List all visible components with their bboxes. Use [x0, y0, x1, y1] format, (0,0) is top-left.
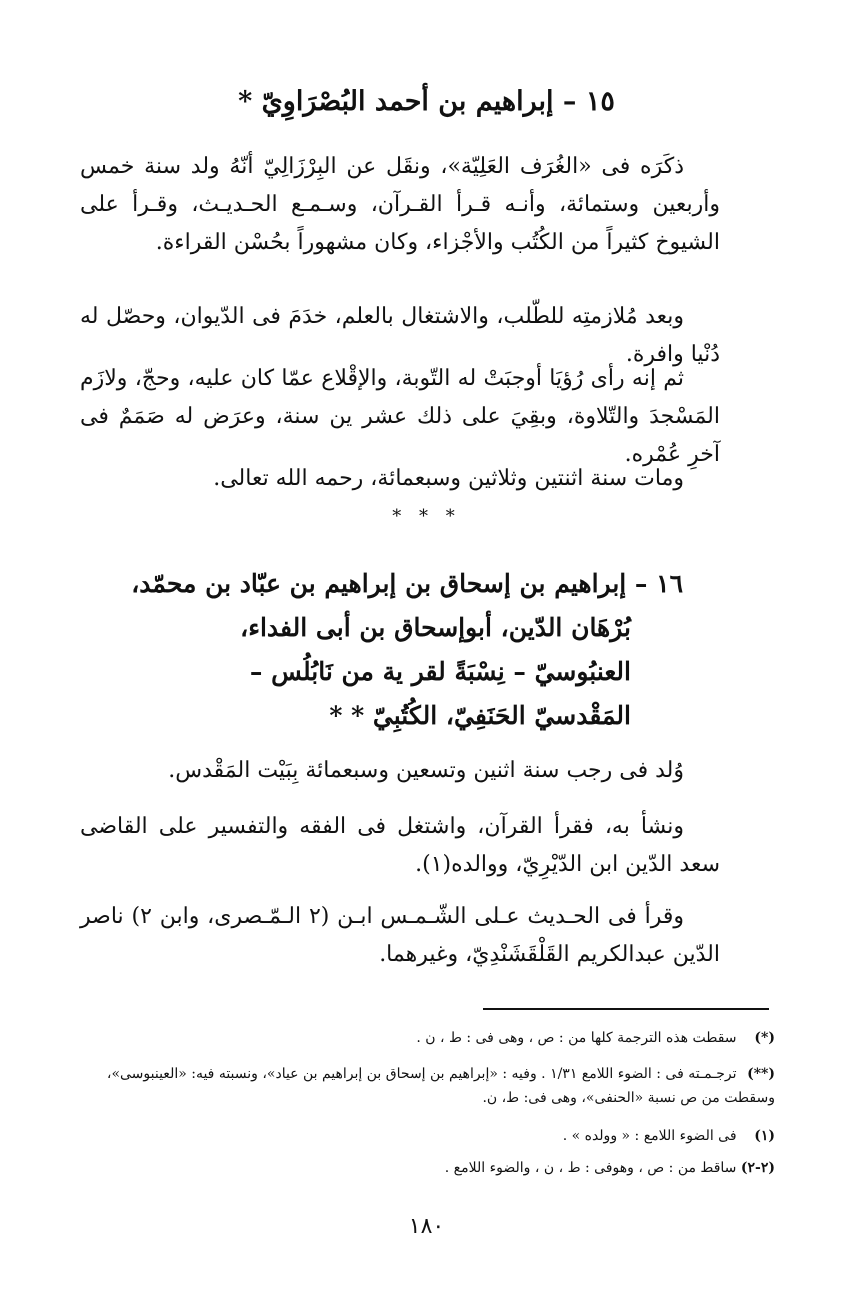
entry-16-paragraph-2: ونشأ به، فقرأ القرآن، واشتغل فى الفقه والتفسير على القاضى سعد الدّين ابن الدّيْرِيّ، ووالده(١). — [80, 814, 720, 877]
entry-16-paragraph-1: وُلد فى رجب سنة اثنين وتسعين وسبعمائة بِبَيْت المَقْدس. — [168, 758, 684, 783]
footnote-mark: (*) — [754, 1030, 775, 1046]
entry-16-paragraph-3: وقرأ فى الحـديث عـلى الشّـمـس ابـن (٢ الـمّـصرى، وابن ٢) ناصر الدّين عبدالكريم القَلْقَشَنْدِيّ، وغيرهما. — [80, 904, 720, 967]
entry-15-paragraph-2: وبعد مُلازمتِه للطّلب، والاشتغال بالعلم، خدَمَ فى الدّيوان، وحصّل له دُنْيا وافرة. — [80, 304, 720, 367]
footnote-1 — [80, 1026, 775, 1050]
footnote-mark: (**) — [747, 1066, 775, 1082]
entry-16-heading-line-4: المَقْدسيّ الحَنَفِيّ، الكُتُبِيّ * * — [329, 701, 631, 730]
entry-16-heading — [123, 562, 683, 738]
footnote-text: ساقط من : ص ، وهوفى : ط ، ن ، والضوء اللامع . — [444, 1160, 737, 1176]
entry-16-heading-line-3: العنبُوسيّ – نِسْبَةً لقر ية من نَابُلُس – — [249, 657, 631, 686]
entry-15-paragraph-1: ذكَرَه فى «الغُرَف العَلِيّة»، ونقَل عن البِرْزَالِيّ أنّهُ ولد سنة خمس وأربعين وستمائة، وأنـه قـرأ القـرآن، وسـمـع الحـديـث، وقـرأ على الشيوخ كثيراً من الكُتُب والأجْزاء، وكان مشهوراً بحُسْن القراءة. — [80, 154, 720, 255]
footnote-mark: (١) — [754, 1128, 775, 1144]
entry-15-paragraph-4: ومات سنة اثنتين وثلاثين وسبعمائة، رحمه الله تعالى. — [213, 466, 684, 491]
entry-16-heading-line-1: ١٦ – إبراهيم بن إسحاق بن إبراهيم بن عبّاد بن محمّد، — [131, 569, 683, 598]
footnote-text: فى الضوء اللامع : « وولده » . — [562, 1128, 737, 1144]
entry-15-paragraph-3: ثم إنه رأى رُؤيَا أوجبَتْ له التّوبة، والإقْلاع عمّا كان عليه، وحجّ، ولازَم المَسْجدَ والتّلاوة، وبقِيَ على ذلك عشر ين سنة، وعرَض له صَمَمٌ فى آخرِ عُمْره. — [80, 366, 720, 467]
entry-16-heading-line-2: بُرْهَان الدّين، أبوإسحاق بن أبى الفداء، — [240, 613, 631, 642]
footnote-divider — [483, 1008, 769, 1010]
footnote-3 — [80, 1124, 775, 1148]
footnote-text: ترجـمـته فى : الضوء اللامع ١/٣١ . وفيه : «إبراهيم بن إسحاق بن إبراهيم بن عياد»، ونسبته فيه: «العينبوسى»، وسقطت من ص نسبة «الحنفى»، وهى فى: ط، ن. — [106, 1066, 775, 1106]
section-separator: * * * — [392, 506, 461, 527]
entry-15-heading: ١٥ – إبراهيم بن أحمد البُصْرَاوِيّ * — [238, 86, 615, 117]
page-number: ١٨٠ — [408, 1214, 445, 1239]
footnote-text: سقطت هذه الترجمة كلها من : ص ، وهى فى : ط ، ن . — [416, 1030, 737, 1046]
footnote-4 — [80, 1156, 775, 1180]
footnote-2 — [80, 1062, 775, 1110]
footnote-mark: (٢-٢) — [740, 1160, 775, 1176]
